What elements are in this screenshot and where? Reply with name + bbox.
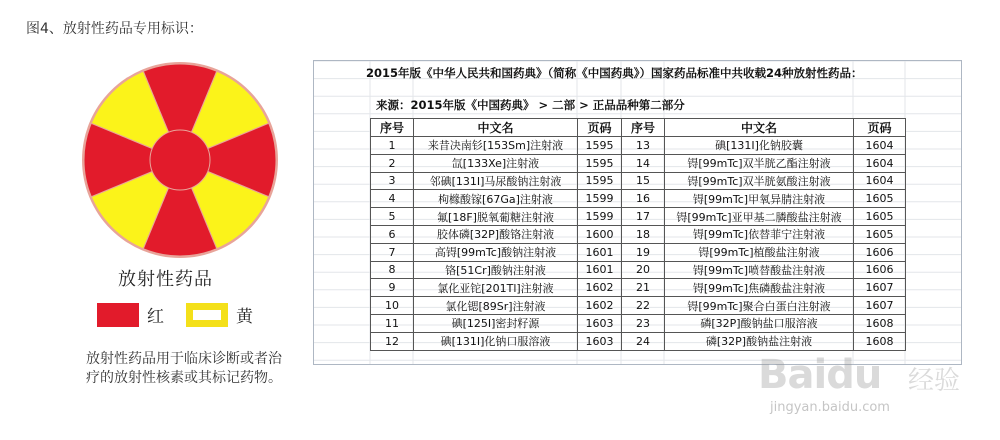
yellow-swatch — [186, 303, 228, 327]
cell-name-2: 锝[99mTc]植酸盐注射液 — [665, 243, 854, 261]
cell-seq-2: 24 — [622, 332, 665, 350]
legend-label-red: 红 — [147, 307, 164, 327]
cell-seq-1: 1 — [371, 137, 414, 155]
cell-seq-2: 18 — [622, 225, 665, 243]
cell-seq-2: 15 — [622, 172, 665, 190]
cell-page-2: 1605 — [854, 225, 906, 243]
cell-name-2: 锝[99mTc]亚甲基二膦酸盐注射液 — [665, 208, 854, 226]
cell-seq-2: 17 — [622, 208, 665, 226]
table-row — [371, 243, 906, 261]
table-row — [371, 137, 906, 155]
table-header-row — [371, 119, 906, 137]
header-page-2: 页码 — [854, 119, 906, 137]
table-row — [371, 190, 906, 208]
cell-page-1: 1601 — [578, 243, 622, 261]
cell-seq-2: 19 — [622, 243, 665, 261]
baidu-url: jingyan.baidu.com — [770, 400, 890, 415]
cell-name-2: 锝[99mTc]双半胱乙酯注射液 — [665, 154, 854, 172]
cell-name-2: 锝[99mTc]双半胱氨酸注射液 — [665, 172, 854, 190]
table-row — [371, 261, 906, 279]
cell-page-1: 1601 — [578, 261, 622, 279]
cell-seq-1: 12 — [371, 332, 414, 350]
cell-name-1: 氙[133Xe]注射液 — [414, 154, 578, 172]
cell-seq-1: 2 — [371, 154, 414, 172]
legend-label-yellow: 黄 — [236, 307, 253, 327]
table-row — [371, 225, 906, 243]
cell-name-2: 锝[99mTc]聚合白蛋白注射液 — [665, 297, 854, 315]
cell-page-1: 1595 — [578, 137, 622, 155]
cell-page-2: 1605 — [854, 208, 906, 226]
table-row — [371, 172, 906, 190]
cell-page-1: 1599 — [578, 190, 622, 208]
cell-name-2: 碘[131I]化钠胶囊 — [665, 137, 854, 155]
cell-seq-2: 20 — [622, 261, 665, 279]
cell-seq-1: 4 — [371, 190, 414, 208]
cell-page-1: 1595 — [578, 154, 622, 172]
table-row — [371, 154, 906, 172]
cell-seq-2: 22 — [622, 297, 665, 315]
cell-name-1: 铬[51Cr]酸钠注射液 — [414, 261, 578, 279]
cell-page-2: 1604 — [854, 137, 906, 155]
cell-name-1: 碘[131I]化钠口服溶液 — [414, 332, 578, 350]
cell-page-2: 1604 — [854, 172, 906, 190]
cell-page-2: 1604 — [854, 154, 906, 172]
cell-name-1: 氟[18F]脱氧葡糖注射液 — [414, 208, 578, 226]
cell-name-1: 高锝[99mTc]酸钠注射液 — [414, 243, 578, 261]
cell-seq-2: 16 — [622, 190, 665, 208]
cell-page-2: 1608 — [854, 314, 906, 332]
cell-name-1: 胶体磷[32P]酸铬注射液 — [414, 225, 578, 243]
cell-page-2: 1607 — [854, 279, 906, 297]
cell-name-2: 磷[32P]酸钠盐口服溶液 — [665, 314, 854, 332]
cell-page-2: 1606 — [854, 243, 906, 261]
table-row — [371, 314, 906, 332]
cell-name-2: 锝[99mTc]依替菲宁注射液 — [665, 225, 854, 243]
spreadsheet — [313, 60, 962, 365]
sheet-title: 2015年版《中华人民共和国药典》（简称《中国药典》）国家药品标准中共收载24种放射性药品： — [366, 66, 863, 80]
cell-page-1: 1602 — [578, 279, 622, 297]
figure-title: 图4、放射性药品专用标识： — [26, 21, 203, 37]
cell-name-1: 氯化锶[89Sr]注射液 — [414, 297, 578, 315]
cell-page-2: 1607 — [854, 297, 906, 315]
cell-name-2: 锝[99mTc]喷替酸盐注射液 — [665, 261, 854, 279]
cell-page-1: 1595 — [578, 172, 622, 190]
cell-seq-1: 11 — [371, 314, 414, 332]
table-row — [371, 279, 906, 297]
symbol-center — [150, 130, 210, 190]
cell-name-1: 碘[125I]密封籽源 — [414, 314, 578, 332]
description-text: 放射性药品用于临床诊断或者治疗的放射性核素或其标记药物。 — [86, 351, 282, 386]
legend-item-yellow — [186, 302, 253, 327]
table-row — [371, 208, 906, 226]
header-name-2: 中文名 — [665, 119, 854, 137]
cell-name-1: 枸橼酸镓[67Ga]注射液 — [414, 190, 578, 208]
header-seq-2: 序号 — [622, 119, 665, 137]
table-row — [371, 297, 906, 315]
cell-name-1: 来昔决南钐[153Sm]注射液 — [414, 137, 578, 155]
cell-seq-1: 9 — [371, 279, 414, 297]
cell-name-2: 锝[99mTc]焦磷酸盐注射液 — [665, 279, 854, 297]
radioactive-symbol-icon — [80, 60, 280, 260]
cell-seq-2: 21 — [622, 279, 665, 297]
cell-page-1: 1603 — [578, 314, 622, 332]
cell-seq-1: 7 — [371, 243, 414, 261]
cell-page-1: 1602 — [578, 297, 622, 315]
cell-page-1: 1600 — [578, 225, 622, 243]
cell-name-1: 邻碘[131I]马尿酸钠注射液 — [414, 172, 578, 190]
cell-page-2: 1605 — [854, 190, 906, 208]
cell-page-2: 1606 — [854, 261, 906, 279]
cell-name-2: 磷[32P]酸钠盐注射液 — [665, 332, 854, 350]
header-seq-1: 序号 — [371, 119, 414, 137]
red-swatch — [97, 303, 139, 327]
baidu-jingyan-text: 经验 — [908, 366, 961, 396]
cell-name-2: 锝[99mTc]甲氧异腈注射液 — [665, 190, 854, 208]
header-name-1: 中文名 — [414, 119, 578, 137]
drug-table — [370, 118, 906, 351]
cell-page-1: 1599 — [578, 208, 622, 226]
cell-seq-2: 13 — [622, 137, 665, 155]
cell-page-1: 1603 — [578, 332, 622, 350]
table-row — [371, 332, 906, 350]
cell-seq-1: 3 — [371, 172, 414, 190]
cell-seq-1: 8 — [371, 261, 414, 279]
sheet-source: 来源：2015年版《中国药典》 > 二部 > 正品品种第二部分 — [376, 98, 685, 112]
baidu-watermark — [758, 352, 988, 432]
cell-seq-2: 23 — [622, 314, 665, 332]
cell-seq-2: 14 — [622, 154, 665, 172]
cell-seq-1: 5 — [371, 208, 414, 226]
legend-item-red — [97, 302, 164, 327]
header-page-1: 页码 — [578, 119, 622, 137]
cell-seq-1: 10 — [371, 297, 414, 315]
cell-seq-1: 6 — [371, 225, 414, 243]
cell-name-1: 氯化亚铊[201Tl]注射液 — [414, 279, 578, 297]
baidu-logo: Baidu — [758, 352, 882, 398]
symbol-caption: 放射性药品 — [118, 269, 213, 290]
cell-page-2: 1608 — [854, 332, 906, 350]
